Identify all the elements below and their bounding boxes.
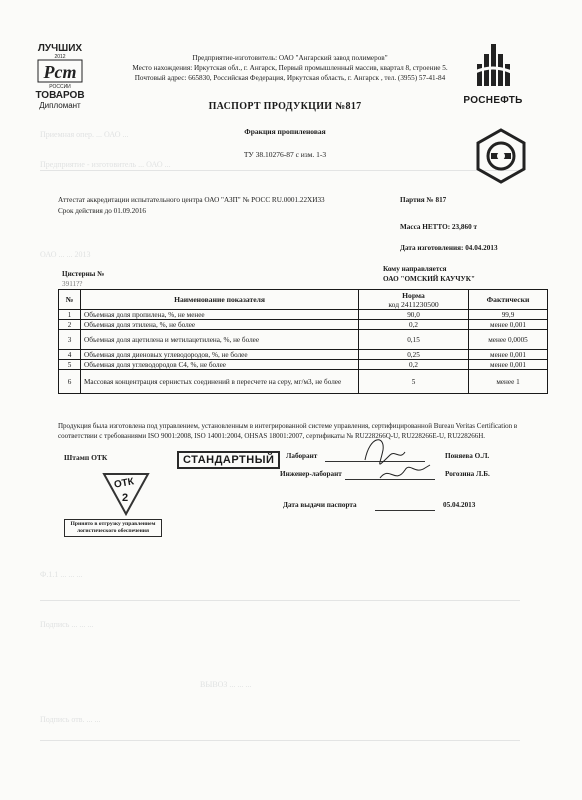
row-fact: менее 0,0005 bbox=[469, 330, 548, 350]
production-date-label: Дата изготовления: bbox=[400, 244, 464, 252]
svg-text:ТОВАРОВ: ТОВАРОВ bbox=[35, 90, 85, 101]
manufacturer-line-1: Предприятие-изготовитель: ОАО "Ангарский завод полимеров" bbox=[192, 54, 388, 62]
norm-title: Норма bbox=[402, 290, 425, 300]
manufacturer-line-3: Почтовый адрес: 665830, Российская Федерация, Иркутская область, г. Ангарск , тел. (3955) 57-41-84 bbox=[134, 74, 446, 82]
otk-stamp-text: ОТК bbox=[113, 476, 135, 491]
rosneft-emblem-icon bbox=[473, 42, 513, 88]
otk-stamp bbox=[100, 470, 152, 518]
lab-assistant-name: Поняева О.Л. bbox=[445, 452, 490, 460]
svg-text:РОССИИ: РОССИИ bbox=[49, 84, 71, 90]
logistics-acceptance-stamp: Принято в отгрузку управлением логистического обеспечения bbox=[64, 519, 162, 537]
row-name: Массовая концентрация сернистых соединений в пересчете на серу, мг/м3, не более bbox=[81, 370, 359, 394]
technical-spec: ТУ 38.10276-87 с изм. 1-3 bbox=[243, 150, 327, 159]
row-fact: 99,9 bbox=[469, 310, 548, 320]
table-row bbox=[59, 320, 548, 330]
mass-label: Масса НЕТТО: bbox=[400, 223, 451, 231]
row-num: 3 bbox=[59, 330, 81, 350]
row-fact: менее 1 bbox=[469, 370, 548, 394]
norm-code: код 2411230500 bbox=[388, 299, 439, 309]
certification-note: Продукция была изготовлена под управлением, установленным в интегрированной системе управления, сертифицированной Bureau Veritas Certification в соответствии с требованиями ISO 9001:2008, ISO 14001:2004, OHSAS 18001:2007, сертификаты № RU228266Q-U, RU228266E-U, RU228266H. bbox=[58, 422, 518, 440]
issue-date-label: Дата выдачи паспорта bbox=[283, 501, 357, 509]
col-num-header: № bbox=[59, 290, 81, 310]
row-norm: 0,2 bbox=[359, 320, 469, 330]
manufacturer-line-2: Место нахождения: Иркутская обл., г. Ангарск, Первый промышленный массив, квартал 8, строение 5. bbox=[132, 64, 448, 72]
row-norm: 0,15 bbox=[359, 330, 469, 350]
tanks-label: Цистерны № bbox=[62, 270, 105, 278]
tanks-value: 3911?? bbox=[62, 280, 83, 288]
row-num: 5 bbox=[59, 360, 81, 370]
col-fact-header: Фактически bbox=[469, 290, 548, 310]
standard-stamp: СТАНДАРТНЫЙ bbox=[177, 451, 280, 469]
row-norm: 90,0 bbox=[359, 310, 469, 320]
quality-indicators-table bbox=[58, 289, 548, 394]
mass-value: 23,860 т bbox=[451, 223, 477, 231]
col-norm-header bbox=[359, 290, 469, 310]
svg-text:ЛУЧШИХ: ЛУЧШИХ bbox=[37, 43, 83, 54]
rosneft-name: РОСНЕФТЬ bbox=[463, 95, 523, 106]
svg-text:2012: 2012 bbox=[54, 54, 66, 60]
row-num: 4 bbox=[59, 350, 81, 360]
row-norm: 0,25 bbox=[359, 350, 469, 360]
best-goods-badge-logo bbox=[28, 40, 92, 112]
row-name: Объемная доля диеновых углеводородов, %, не более bbox=[81, 350, 359, 360]
engineer-name: Рогозина Л.Б. bbox=[445, 470, 490, 478]
recipient-value: ОАО "ОМСКИЙ КАУЧУК" bbox=[383, 275, 475, 283]
production-date-value: 04.04.2013 bbox=[465, 244, 498, 252]
accreditation-line-1: Аттестат аккредитации испытательного центра ОАО "АЗП" № РОСС RU.0001.22ХИ33 bbox=[58, 196, 325, 204]
lot-field bbox=[400, 196, 446, 204]
issue-date-value: 05.04.2013 bbox=[443, 501, 476, 509]
manufacturer-info bbox=[110, 53, 470, 83]
table-row bbox=[59, 350, 548, 360]
product-name: Фракция пропиленовая bbox=[244, 127, 326, 136]
row-name: Объемная доля пропилена, %, не менее bbox=[81, 310, 359, 320]
otk-stamp-label: Штамп ОТК bbox=[64, 453, 108, 462]
table-row bbox=[59, 330, 548, 350]
row-fact: менее 0,001 bbox=[469, 350, 548, 360]
col-name-header: Наименование показателя bbox=[81, 290, 359, 310]
lot-value: № 817 bbox=[426, 196, 447, 204]
table-row bbox=[59, 360, 548, 370]
accreditation-line-2: Срок действия до 01.09.2016 bbox=[58, 207, 147, 215]
svg-text:Рст: Рст bbox=[43, 62, 77, 82]
row-name: Объемная доля углеводородов C4, %, не более bbox=[81, 360, 359, 370]
table-row bbox=[59, 310, 548, 320]
plant-emblem-icon bbox=[474, 128, 528, 184]
row-num: 6 bbox=[59, 370, 81, 394]
passport-title: ПАСПОРТ ПРОДУКЦИИ №817 bbox=[208, 101, 362, 112]
handwritten-signatures bbox=[345, 430, 435, 490]
row-num: 2 bbox=[59, 320, 81, 330]
otk-stamp-number: 2 bbox=[122, 492, 129, 504]
row-fact: менее 0,001 bbox=[469, 320, 548, 330]
lab-assistant-label: Лаборант bbox=[286, 452, 318, 460]
mass-field bbox=[400, 223, 477, 231]
row-name: Объемная доля ацетилена и метилацетилена, %, не более bbox=[81, 330, 359, 350]
production-date-field bbox=[400, 244, 498, 252]
engineer-label: Инженер-лаборант bbox=[280, 470, 342, 478]
row-norm: 0,2 bbox=[359, 360, 469, 370]
row-num: 1 bbox=[59, 310, 81, 320]
row-name: Объемная доля этилена, %, не более bbox=[81, 320, 359, 330]
rosneft-logo bbox=[458, 42, 528, 108]
row-norm: 5 bbox=[359, 370, 469, 394]
lot-label: Партия bbox=[400, 196, 425, 204]
svg-text:Дипломант: Дипломант bbox=[39, 101, 81, 110]
table-row bbox=[59, 370, 548, 394]
row-fact: менее 0,001 bbox=[469, 360, 548, 370]
recipient-label: Кому направляется bbox=[383, 265, 447, 273]
table-header-row bbox=[59, 290, 548, 310]
